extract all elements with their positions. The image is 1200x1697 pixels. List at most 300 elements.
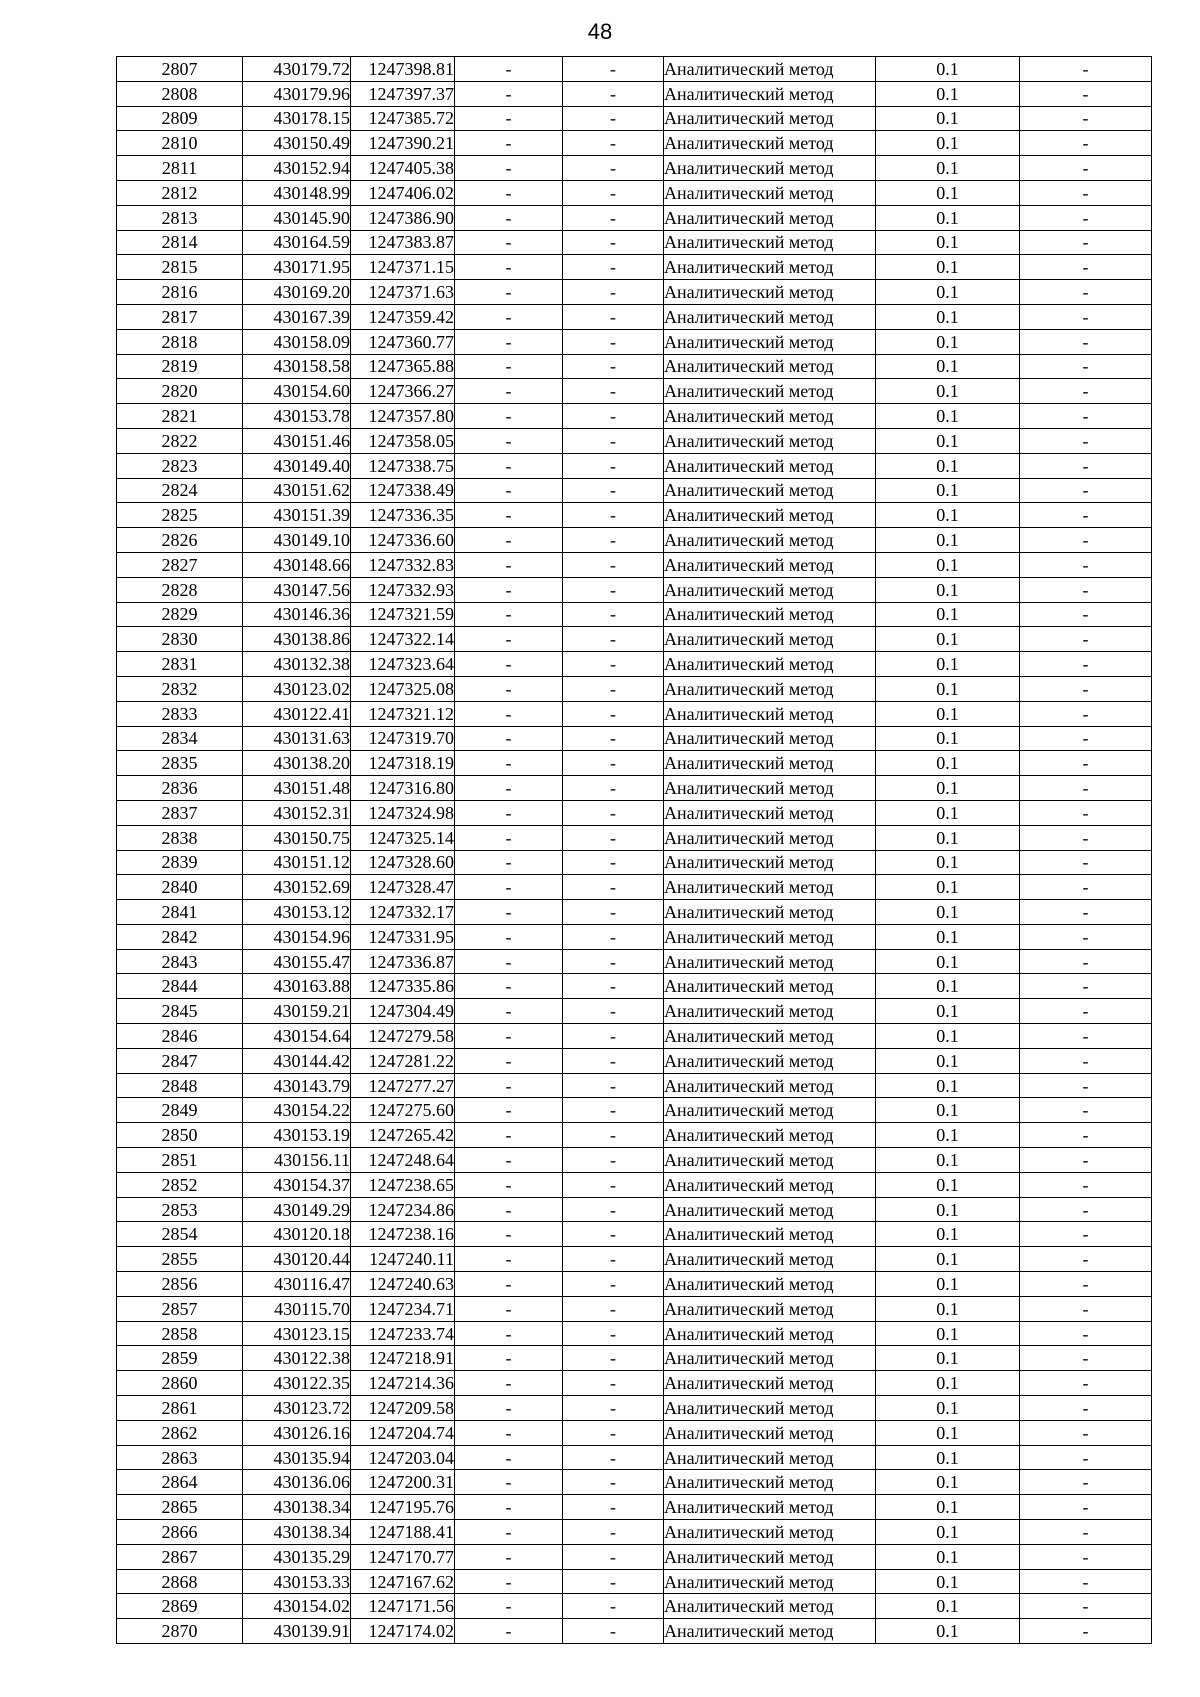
point-number-cell: 2836 — [117, 776, 243, 801]
dash-cell: - — [1020, 329, 1152, 354]
dash-cell: - — [455, 924, 563, 949]
dash-cell: - — [1020, 453, 1152, 478]
y-coordinate-cell: 1247167.62 — [351, 1569, 455, 1594]
point-number-cell: 2816 — [117, 280, 243, 305]
dash-cell: - — [563, 1470, 664, 1495]
dash-cell: - — [455, 949, 563, 974]
dash-cell: - — [563, 1024, 664, 1049]
x-coordinate-cell: 430147.56 — [243, 577, 351, 602]
dash-cell: - — [563, 180, 664, 205]
dash-cell: - — [563, 404, 664, 429]
x-coordinate-cell: 430158.58 — [243, 354, 351, 379]
x-coordinate-cell: 430131.63 — [243, 726, 351, 751]
y-coordinate-cell: 1247398.81 — [351, 57, 455, 82]
method-cell: Аналитический метод — [664, 949, 876, 974]
x-coordinate-cell: 430154.60 — [243, 379, 351, 404]
precision-cell: 0.1 — [876, 1445, 1020, 1470]
point-number-cell: 2859 — [117, 1346, 243, 1371]
table-row — [117, 900, 1152, 925]
method-cell: Аналитический метод — [664, 776, 876, 801]
table-row — [117, 1073, 1152, 1098]
precision-cell: 0.1 — [876, 1619, 1020, 1644]
table-row — [117, 1148, 1152, 1173]
dash-cell: - — [455, 1024, 563, 1049]
point-number-cell: 2844 — [117, 974, 243, 999]
x-coordinate-cell: 430138.86 — [243, 627, 351, 652]
page-number: 48 — [587, 19, 613, 44]
table-row — [117, 627, 1152, 652]
method-cell: Аналитический метод — [664, 1594, 876, 1619]
method-cell: Аналитический метод — [664, 57, 876, 82]
method-cell: Аналитический метод — [664, 627, 876, 652]
dash-cell: - — [1020, 1098, 1152, 1123]
dash-cell: - — [563, 205, 664, 230]
y-coordinate-cell: 1247304.49 — [351, 999, 455, 1024]
dash-cell: - — [455, 329, 563, 354]
point-number-cell: 2812 — [117, 180, 243, 205]
point-number-cell: 2841 — [117, 900, 243, 925]
dash-cell: - — [563, 1619, 664, 1644]
y-coordinate-cell: 1247336.87 — [351, 949, 455, 974]
y-coordinate-cell: 1247336.35 — [351, 503, 455, 528]
method-cell: Аналитический метод — [664, 1396, 876, 1421]
table-row — [117, 850, 1152, 875]
dash-cell: - — [1020, 1172, 1152, 1197]
precision-cell: 0.1 — [876, 503, 1020, 528]
point-number-cell: 2815 — [117, 255, 243, 280]
dash-cell: - — [1020, 577, 1152, 602]
x-coordinate-cell: 430144.42 — [243, 1048, 351, 1073]
precision-cell: 0.1 — [876, 850, 1020, 875]
point-number-cell: 2833 — [117, 701, 243, 726]
table-row — [117, 1272, 1152, 1297]
y-coordinate-cell: 1247338.75 — [351, 453, 455, 478]
point-number-cell: 2814 — [117, 230, 243, 255]
dash-cell: - — [563, 1495, 664, 1520]
precision-cell: 0.1 — [876, 255, 1020, 280]
table-row — [117, 1445, 1152, 1470]
precision-cell: 0.1 — [876, 1222, 1020, 1247]
point-number-cell: 2867 — [117, 1544, 243, 1569]
table-row — [117, 354, 1152, 379]
precision-cell: 0.1 — [876, 652, 1020, 677]
y-coordinate-cell: 1247358.05 — [351, 428, 455, 453]
precision-cell: 0.1 — [876, 776, 1020, 801]
point-number-cell: 2866 — [117, 1520, 243, 1545]
method-cell: Аналитический метод — [664, 329, 876, 354]
table-row — [117, 800, 1152, 825]
x-coordinate-cell: 430123.72 — [243, 1396, 351, 1421]
dash-cell: - — [1020, 1470, 1152, 1495]
dash-cell: - — [455, 850, 563, 875]
precision-cell: 0.1 — [876, 1569, 1020, 1594]
dash-cell: - — [455, 205, 563, 230]
y-coordinate-cell: 1247238.16 — [351, 1222, 455, 1247]
y-coordinate-cell: 1247383.87 — [351, 230, 455, 255]
dash-cell: - — [563, 1371, 664, 1396]
dash-cell: - — [1020, 1148, 1152, 1173]
point-number-cell: 2850 — [117, 1123, 243, 1148]
dash-cell: - — [1020, 999, 1152, 1024]
dash-cell: - — [455, 676, 563, 701]
table-row — [117, 230, 1152, 255]
dash-cell: - — [563, 800, 664, 825]
point-number-cell: 2868 — [117, 1569, 243, 1594]
table-row — [117, 1321, 1152, 1346]
dash-cell: - — [455, 1544, 563, 1569]
y-coordinate-cell: 1247319.70 — [351, 726, 455, 751]
dash-cell: - — [1020, 1396, 1152, 1421]
dash-cell: - — [563, 57, 664, 82]
dash-cell: - — [563, 106, 664, 131]
dash-cell: - — [455, 1296, 563, 1321]
table-row — [117, 1396, 1152, 1421]
dash-cell: - — [563, 503, 664, 528]
dash-cell: - — [1020, 1495, 1152, 1520]
dash-cell: - — [455, 776, 563, 801]
dash-cell: - — [563, 627, 664, 652]
y-coordinate-cell: 1247170.77 — [351, 1544, 455, 1569]
dash-cell: - — [1020, 205, 1152, 230]
point-number-cell: 2818 — [117, 329, 243, 354]
precision-cell: 0.1 — [876, 924, 1020, 949]
x-coordinate-cell: 430148.66 — [243, 552, 351, 577]
dash-cell: - — [455, 428, 563, 453]
precision-cell: 0.1 — [876, 230, 1020, 255]
table-row — [117, 1520, 1152, 1545]
method-cell: Аналитический метод — [664, 1470, 876, 1495]
x-coordinate-cell: 430151.39 — [243, 503, 351, 528]
dash-cell: - — [563, 776, 664, 801]
x-coordinate-cell: 430138.20 — [243, 751, 351, 776]
dash-cell: - — [563, 1296, 664, 1321]
point-number-cell: 2823 — [117, 453, 243, 478]
method-cell: Аналитический метод — [664, 156, 876, 181]
table-row — [117, 1569, 1152, 1594]
y-coordinate-cell: 1247281.22 — [351, 1048, 455, 1073]
dash-cell: - — [1020, 255, 1152, 280]
x-coordinate-cell: 430115.70 — [243, 1296, 351, 1321]
x-coordinate-cell: 430120.44 — [243, 1247, 351, 1272]
point-number-cell: 2855 — [117, 1247, 243, 1272]
method-cell: Аналитический метод — [664, 1321, 876, 1346]
x-coordinate-cell: 430153.78 — [243, 404, 351, 429]
dash-cell: - — [455, 1445, 563, 1470]
dash-cell: - — [455, 1148, 563, 1173]
precision-cell: 0.1 — [876, 1495, 1020, 1520]
method-cell: Аналитический метод — [664, 453, 876, 478]
table-row — [117, 453, 1152, 478]
dash-cell: - — [563, 428, 664, 453]
point-number-cell: 2837 — [117, 800, 243, 825]
table-row — [117, 379, 1152, 404]
table-row — [117, 1247, 1152, 1272]
y-coordinate-cell: 1247277.27 — [351, 1073, 455, 1098]
y-coordinate-cell: 1247325.14 — [351, 825, 455, 850]
y-coordinate-cell: 1247371.63 — [351, 280, 455, 305]
dash-cell: - — [1020, 354, 1152, 379]
method-cell: Аналитический метод — [664, 701, 876, 726]
point-number-cell: 2864 — [117, 1470, 243, 1495]
method-cell: Аналитический метод — [664, 205, 876, 230]
dash-cell: - — [1020, 1296, 1152, 1321]
table-row — [117, 404, 1152, 429]
table-row — [117, 280, 1152, 305]
dash-cell: - — [563, 924, 664, 949]
dash-cell: - — [1020, 552, 1152, 577]
method-cell: Аналитический метод — [664, 1073, 876, 1098]
dash-cell: - — [1020, 57, 1152, 82]
precision-cell: 0.1 — [876, 1544, 1020, 1569]
dash-cell: - — [1020, 156, 1152, 181]
method-cell: Аналитический метод — [664, 106, 876, 131]
dash-cell: - — [1020, 602, 1152, 627]
dash-cell: - — [1020, 478, 1152, 503]
table-row — [117, 974, 1152, 999]
precision-cell: 0.1 — [876, 1172, 1020, 1197]
dash-cell: - — [455, 1321, 563, 1346]
point-number-cell: 2807 — [117, 57, 243, 82]
table-row — [117, 1123, 1152, 1148]
method-cell: Аналитический метод — [664, 81, 876, 106]
x-coordinate-cell: 430116.47 — [243, 1272, 351, 1297]
point-number-cell: 2824 — [117, 478, 243, 503]
point-number-cell: 2813 — [117, 205, 243, 230]
dash-cell: - — [563, 304, 664, 329]
point-number-cell: 2862 — [117, 1420, 243, 1445]
table-body — [117, 57, 1152, 1644]
precision-cell: 0.1 — [876, 1396, 1020, 1421]
point-number-cell: 2834 — [117, 726, 243, 751]
method-cell: Аналитический метод — [664, 1495, 876, 1520]
method-cell: Аналитический метод — [664, 552, 876, 577]
dash-cell: - — [563, 1321, 664, 1346]
table-row — [117, 924, 1152, 949]
dash-cell: - — [563, 1073, 664, 1098]
x-coordinate-cell: 430122.35 — [243, 1371, 351, 1396]
dash-cell: - — [563, 81, 664, 106]
x-coordinate-cell: 430139.91 — [243, 1619, 351, 1644]
y-coordinate-cell: 1247338.49 — [351, 478, 455, 503]
dash-cell: - — [1020, 776, 1152, 801]
x-coordinate-cell: 430152.94 — [243, 156, 351, 181]
dash-cell: - — [563, 1544, 664, 1569]
dash-cell: - — [455, 1098, 563, 1123]
method-cell: Аналитический метод — [664, 602, 876, 627]
precision-cell: 0.1 — [876, 1346, 1020, 1371]
dash-cell: - — [1020, 676, 1152, 701]
dash-cell: - — [1020, 652, 1152, 677]
y-coordinate-cell: 1247316.80 — [351, 776, 455, 801]
dash-cell: - — [455, 1619, 563, 1644]
dash-cell: - — [1020, 230, 1152, 255]
dash-cell: - — [1020, 379, 1152, 404]
dash-cell: - — [455, 1197, 563, 1222]
dash-cell: - — [563, 949, 664, 974]
dash-cell: - — [563, 478, 664, 503]
y-coordinate-cell: 1247332.17 — [351, 900, 455, 925]
table-row — [117, 701, 1152, 726]
table-row — [117, 949, 1152, 974]
y-coordinate-cell: 1247279.58 — [351, 1024, 455, 1049]
dash-cell: - — [563, 602, 664, 627]
dash-cell: - — [563, 552, 664, 577]
x-coordinate-cell: 430151.62 — [243, 478, 351, 503]
y-coordinate-cell: 1247265.42 — [351, 1123, 455, 1148]
dash-cell: - — [563, 1197, 664, 1222]
table-row — [117, 676, 1152, 701]
method-cell: Аналитический метод — [664, 1024, 876, 1049]
precision-cell: 0.1 — [876, 676, 1020, 701]
x-coordinate-cell: 430149.29 — [243, 1197, 351, 1222]
x-coordinate-cell: 430152.31 — [243, 800, 351, 825]
precision-cell: 0.1 — [876, 1272, 1020, 1297]
dash-cell: - — [1020, 106, 1152, 131]
dash-cell: - — [455, 726, 563, 751]
dash-cell: - — [563, 751, 664, 776]
dash-cell: - — [455, 999, 563, 1024]
dash-cell: - — [1020, 751, 1152, 776]
method-cell: Аналитический метод — [664, 974, 876, 999]
dash-cell: - — [455, 701, 563, 726]
precision-cell: 0.1 — [876, 701, 1020, 726]
x-coordinate-cell: 430167.39 — [243, 304, 351, 329]
dash-cell: - — [455, 106, 563, 131]
table-row — [117, 751, 1152, 776]
dash-cell: - — [563, 726, 664, 751]
point-number-cell: 2852 — [117, 1172, 243, 1197]
dash-cell: - — [1020, 1544, 1152, 1569]
x-coordinate-cell: 430135.94 — [243, 1445, 351, 1470]
table-row — [117, 825, 1152, 850]
point-number-cell: 2843 — [117, 949, 243, 974]
dash-cell: - — [1020, 1272, 1152, 1297]
method-cell: Аналитический метод — [664, 652, 876, 677]
method-cell: Аналитический метод — [664, 577, 876, 602]
dash-cell: - — [563, 280, 664, 305]
method-cell: Аналитический метод — [664, 404, 876, 429]
method-cell: Аналитический метод — [664, 1172, 876, 1197]
x-coordinate-cell: 430135.29 — [243, 1544, 351, 1569]
x-coordinate-cell: 430154.96 — [243, 924, 351, 949]
y-coordinate-cell: 1247218.91 — [351, 1346, 455, 1371]
y-coordinate-cell: 1247171.56 — [351, 1594, 455, 1619]
dash-cell: - — [563, 528, 664, 553]
table-row — [117, 503, 1152, 528]
point-number-cell: 2810 — [117, 131, 243, 156]
y-coordinate-cell: 1247365.88 — [351, 354, 455, 379]
x-coordinate-cell: 430149.40 — [243, 453, 351, 478]
method-cell: Аналитический метод — [664, 999, 876, 1024]
y-coordinate-cell: 1247238.65 — [351, 1172, 455, 1197]
method-cell: Аналитический метод — [664, 1569, 876, 1594]
precision-cell: 0.1 — [876, 379, 1020, 404]
method-cell: Аналитический метод — [664, 1222, 876, 1247]
y-coordinate-cell: 1247240.63 — [351, 1272, 455, 1297]
precision-cell: 0.1 — [876, 1024, 1020, 1049]
precision-cell: 0.1 — [876, 875, 1020, 900]
y-coordinate-cell: 1247336.60 — [351, 528, 455, 553]
method-cell: Аналитический метод — [664, 726, 876, 751]
method-cell: Аналитический метод — [664, 676, 876, 701]
y-coordinate-cell: 1247385.72 — [351, 106, 455, 131]
y-coordinate-cell: 1247318.19 — [351, 751, 455, 776]
dash-cell: - — [1020, 1024, 1152, 1049]
dash-cell: - — [455, 875, 563, 900]
table-row — [117, 1544, 1152, 1569]
dash-cell: - — [455, 1420, 563, 1445]
method-cell: Аналитический метод — [664, 528, 876, 553]
method-cell: Аналитический метод — [664, 751, 876, 776]
point-number-cell: 2857 — [117, 1296, 243, 1321]
method-cell: Аналитический метод — [664, 255, 876, 280]
dash-cell: - — [563, 676, 664, 701]
precision-cell: 0.1 — [876, 900, 1020, 925]
table-row — [117, 726, 1152, 751]
dash-cell: - — [455, 602, 563, 627]
x-coordinate-cell: 430145.90 — [243, 205, 351, 230]
table-row — [117, 776, 1152, 801]
y-coordinate-cell: 1247323.64 — [351, 652, 455, 677]
precision-cell: 0.1 — [876, 81, 1020, 106]
precision-cell: 0.1 — [876, 1073, 1020, 1098]
x-coordinate-cell: 430155.47 — [243, 949, 351, 974]
precision-cell: 0.1 — [876, 552, 1020, 577]
method-cell: Аналитический метод — [664, 825, 876, 850]
precision-cell: 0.1 — [876, 602, 1020, 627]
dash-cell: - — [1020, 800, 1152, 825]
method-cell: Аналитический метод — [664, 304, 876, 329]
dash-cell: - — [455, 627, 563, 652]
y-coordinate-cell: 1247233.74 — [351, 1321, 455, 1346]
point-number-cell: 2820 — [117, 379, 243, 404]
method-cell: Аналитический метод — [664, 1445, 876, 1470]
precision-cell: 0.1 — [876, 1470, 1020, 1495]
dash-cell: - — [1020, 627, 1152, 652]
precision-cell: 0.1 — [876, 478, 1020, 503]
dash-cell: - — [1020, 949, 1152, 974]
dash-cell: - — [563, 999, 664, 1024]
dash-cell: - — [455, 1520, 563, 1545]
table-row — [117, 106, 1152, 131]
dash-cell: - — [1020, 1445, 1152, 1470]
precision-cell: 0.1 — [876, 528, 1020, 553]
dash-cell: - — [455, 652, 563, 677]
dash-cell: - — [1020, 180, 1152, 205]
table-row — [117, 528, 1152, 553]
table-row — [117, 255, 1152, 280]
point-number-cell: 2811 — [117, 156, 243, 181]
y-coordinate-cell: 1247321.12 — [351, 701, 455, 726]
precision-cell: 0.1 — [876, 180, 1020, 205]
dash-cell: - — [563, 1098, 664, 1123]
dash-cell: - — [563, 1123, 664, 1148]
point-number-cell: 2828 — [117, 577, 243, 602]
point-number-cell: 2819 — [117, 354, 243, 379]
y-coordinate-cell: 1247234.86 — [351, 1197, 455, 1222]
table-row — [117, 156, 1152, 181]
method-cell: Аналитический метод — [664, 850, 876, 875]
method-cell: Аналитический метод — [664, 1247, 876, 1272]
table-row — [117, 1222, 1152, 1247]
dash-cell: - — [1020, 850, 1152, 875]
dash-cell: - — [1020, 701, 1152, 726]
table-row — [117, 1048, 1152, 1073]
dash-cell: - — [455, 230, 563, 255]
table-row — [117, 1594, 1152, 1619]
dash-cell: - — [1020, 1569, 1152, 1594]
point-number-cell: 2865 — [117, 1495, 243, 1520]
